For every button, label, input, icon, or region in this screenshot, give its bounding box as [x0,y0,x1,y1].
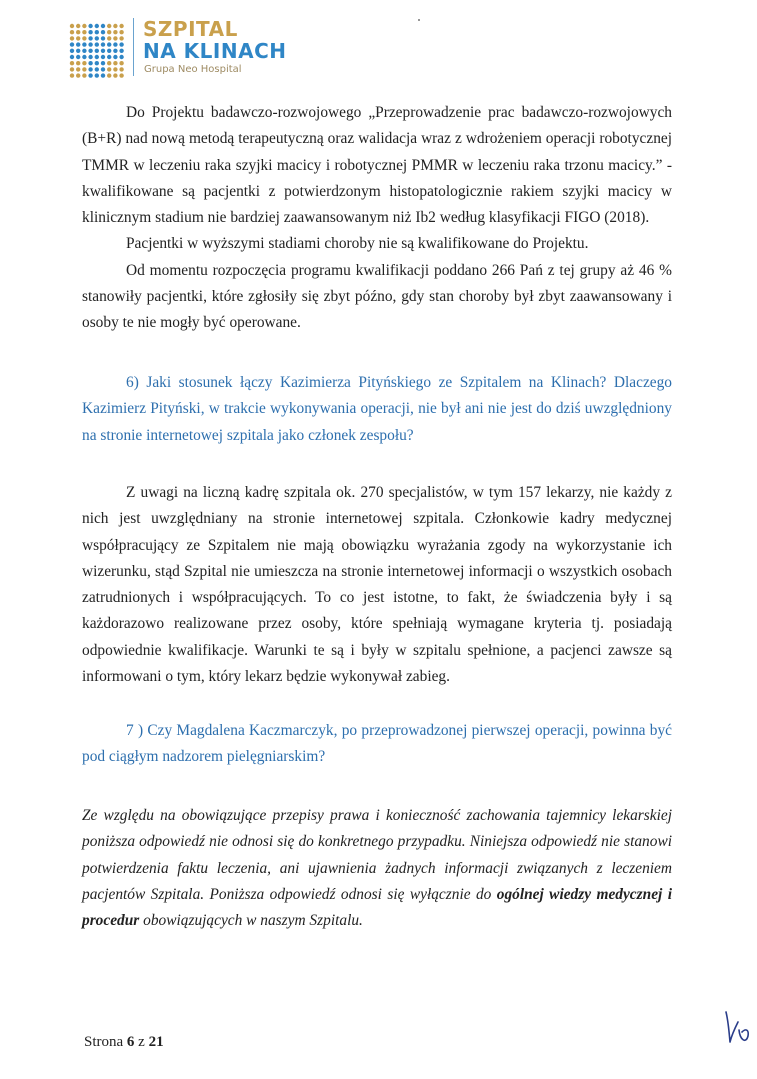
logo-dot [113,36,117,40]
question-7-text: 7 ) Czy Magdalena Kaczmarczyk, po przeprowadzonej pierwszej operacji, powinna być pod ciągłym nadzorem pielęgniarskim? [82,722,672,766]
logo-dot [107,30,111,34]
logo-dot [119,67,123,71]
logo-dot [82,67,86,71]
logo-dot [113,49,117,53]
logo-dot [101,67,105,71]
logo-dot [107,42,111,46]
logo-dot [95,67,99,71]
question-7 [82,718,672,771]
scan-speck [418,19,420,21]
logo-dot [95,30,99,34]
logo-dot [95,24,99,28]
logo-dot [88,42,92,46]
logo-dot [113,55,117,59]
intro-section [82,100,672,337]
logo-dot [101,24,105,28]
logo-dot [101,73,105,77]
logo-dot [119,61,123,65]
logo-dot [107,49,111,53]
logo-dot [119,24,123,28]
intro-paragraph-2: Pacjentki w wyższymi stadiami choroby nie są kwalifikowane do Projektu. [126,235,589,253]
logo-dot [82,61,86,65]
logo-dot [76,67,80,71]
logo-dot [107,61,111,65]
logo-dot [113,42,117,46]
page-footer [84,1034,164,1051]
logo-text-line2: NA KLINACH [143,39,287,63]
logo-dot [88,36,92,40]
logo-dot [95,73,99,77]
logo-dot [119,73,123,77]
question-6 [82,370,672,449]
logo-dot [82,24,86,28]
answer-7-part1: Ze względu na obowiązujące przepisy prawa i konieczność zachowania tajemnicy lekarskiej poniższa odpowiedź nie odnosi się do konkretnego przypadku. Niniejsza odpowiedź nie stanowi potwierdzenia faktu leczenia, ani ujawnienia żadnych informacji związanych z leczeniem pacjentów Szpitala. Poniższa odpowiedź odnosi się wyłącznie do [82,807,672,903]
footer-page-total: 21 [148,1034,164,1050]
logo-dot [70,49,74,53]
logo-dot [101,30,105,34]
logo-dot [76,73,80,77]
logo-dot [88,61,92,65]
answer-7-text [82,803,672,934]
logo-dot [82,55,86,59]
logo-dot [107,67,111,71]
logo-subtitle: Grupa Neo Hospital [144,64,242,75]
logo-dot [95,61,99,65]
logo-dot [101,49,105,53]
logo-dot [119,42,123,46]
logo-dot [70,24,74,28]
logo-dot [101,36,105,40]
logo-dot [70,42,74,46]
logo-dot [119,30,123,34]
cross-dots-logo-icon [68,22,126,78]
logo-dot [82,73,86,77]
logo-dot [95,42,99,46]
logo-dot [82,30,86,34]
logo-dot [113,61,117,65]
logo-dot [113,30,117,34]
logo-dot [82,42,86,46]
logo-dot [70,30,74,34]
logo-dot [76,49,80,53]
logo-dot [88,24,92,28]
answer-7-bold: ogólnej wiedzy medycznej i procedur [82,885,672,930]
answer-7 [82,803,672,934]
logo-dot [76,55,80,59]
logo-dot [76,24,80,28]
logo-dot [88,30,92,34]
logo-dot [101,61,105,65]
intro-paragraph-3: Od momentu rozpoczęcia programu kwalifikacji poddano 266 Pań z tej grupy aż 46 % stanowiły pacjentki, które zgłosiły się zbyt późno, gdy stan choroby był zbyt zaawansowany i osoby te nie mogły być operowane. [82,261,672,332]
logo-divider [133,18,134,76]
logo-dot [119,55,123,59]
logo-dot [119,49,123,53]
logo-dot [95,36,99,40]
logo-dot [70,67,74,71]
logo-dot [101,55,105,59]
logo-dot [76,36,80,40]
logo-dot [107,24,111,28]
logo-dot [70,61,74,65]
logo-dot [113,73,117,77]
logo-dot [101,42,105,46]
answer-6 [82,480,672,690]
logo-dot [113,67,117,71]
logo-dot [82,36,86,40]
logo-dot [88,67,92,71]
logo-dot [70,36,74,40]
logo-dot [113,24,117,28]
handwritten-paraph-icon [722,1006,752,1048]
logo-dot [107,55,111,59]
answer-7-part2: obowiązujących w naszym Szpitalu. [139,912,363,930]
logo-dot [82,49,86,53]
logo-dot [76,30,80,34]
logo-dot [88,49,92,53]
logo-text-line1: SZPITAL [143,17,238,41]
footer-page-number: 6 [126,1034,135,1050]
logo-dot [88,55,92,59]
logo-dot [76,61,80,65]
logo-dot [95,49,99,53]
footer-separator: z [138,1034,145,1050]
answer-6-text: Z uwagi na liczną kadrę szpitala ok. 270 specjalistów, w tym 157 lekarzy, nie każdy z nich jest uwzględniany na stronie internetowej szpitala. Członkowie kadry medycznej współpracujący ze Szpitalem nie mają obowiązku wyrażania zgody na wykorzystanie ich wizerunku, stąd Szpital nie umieszcza na stronie internetowej informacji o wszystkich osobach zatrudnionych i współpracujących. To co jest istotne, to fakt, że świadczenia były i są każdorazowo realizowane przez osoby, które spełniają wymagane kryteria tj. posiadają odpowiednie kwalifikacje. Warunki te są i były w szpitalu spełnione, a pacjenci zawsze są informowani o tym, który lekarz będzie wykonywał zabieg. [82,484,672,686]
logo-dot [107,36,111,40]
logo-dot [70,73,74,77]
logo-dot [107,73,111,77]
logo-dot [70,55,74,59]
logo-dot [119,36,123,40]
logo-dot [76,42,80,46]
logo-dot [88,73,92,77]
logo-dot [95,55,99,59]
footer-label: Strona [84,1034,124,1050]
question-6-text: 6) Jaki stosunek łączy Kazimierza Pityńskiego ze Szpitalem na Klinach? Dlaczego Kazimierz Pityński, w trakcie wykonywania operacji, nie był ani nie jest do dziś uwzględniony na stronie internetowej szpitala jako członek zespołu? [82,374,672,444]
intro-paragraph-1: Do Projektu badawczo-rozwojowego „Przeprowadzenie prac badawczo-rozwojowych (B+R) nad nową metodą terapeutyczną oraz walidacja wraz z wdrożeniem operacji robotycznej TMMR w leczeniu raka szyjki macicy i robotycznej PMMR w leczeniu raka trzonu macicy.” - kwalifikowane są pacjentki z potwierdzonym histopatologicznie rakiem szyjki macicy w klinicznym stadium nie bardziej zaawansowanym niż Ib2 według klasyfikacji FIGO (2018). [82,104,672,227]
